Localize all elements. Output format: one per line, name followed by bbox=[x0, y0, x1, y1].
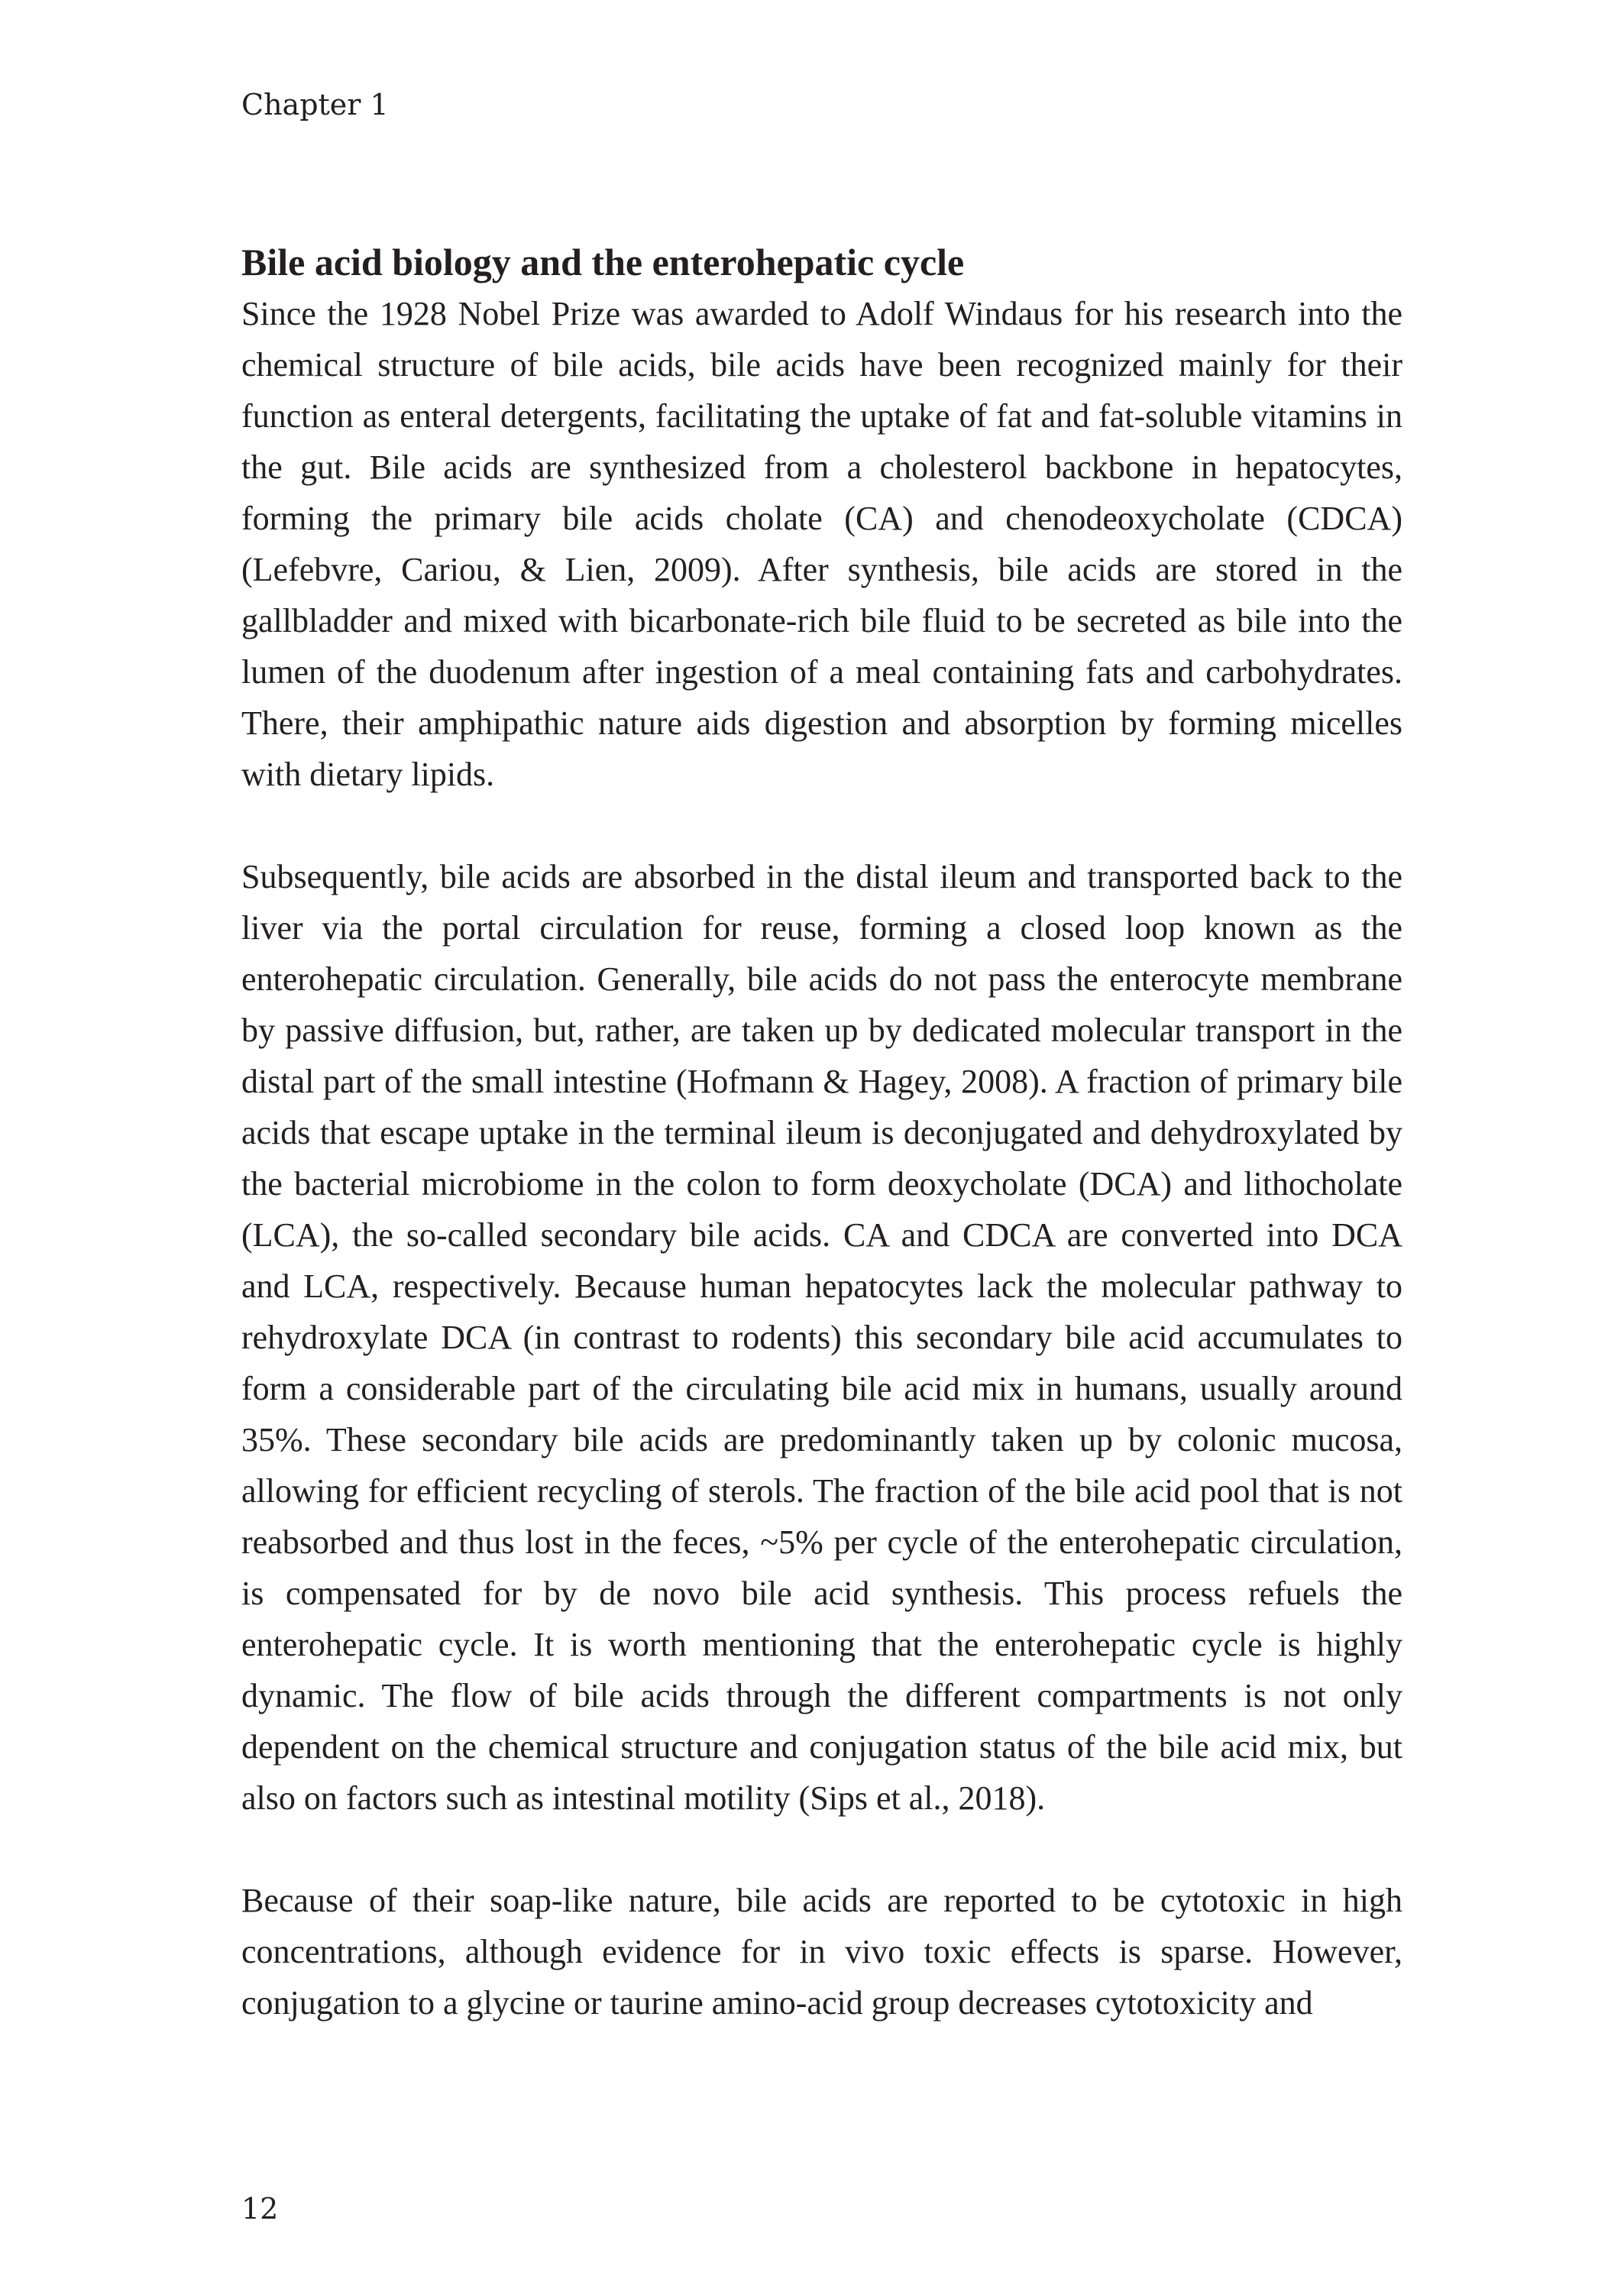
paragraph-3: Because of their soap-like nature, bile acids are reported to be cytotoxic in high concentrations, although evidence for in vivo toxic effects is sparse. However, conjugation to a glycine or taurine amino-acid group decreases cytotoxicity and bbox=[241, 1882, 1402, 2022]
page-body bbox=[241, 237, 1402, 2028]
section-heading: Bile acid biology and the enterohepatic cycle bbox=[241, 241, 965, 283]
paragraph-1: Since the 1928 Nobel Prize was awarded to Adolf Windaus for his research into the chemical structure of bile acids, bile acids have been recognized mainly for their function as enteral detergents, facilitating the uptake of fat and fat-soluble vitamins in the gut. Bile acids are synthesized from a cholesterol backbone in hepatocytes, forming the primary bile acids cholate (CA) and chenodeoxycholate (CDCA) (Lefebvre, Cariou, & Lien, 2009). After synthesis, bile acids are stored in the gallbladder and mixed with bicarbonate-rich bile fluid to be secreted as bile into the lumen of the duodenum after ingestion of a meal containing fats and carbohydrates. There, their amphipathic nature aids digestion and absorption by forming micelles with dietary lipids. bbox=[241, 295, 1402, 793]
page-number: 12 bbox=[241, 2192, 279, 2226]
running-header-chapter: Chapter 1 bbox=[241, 88, 389, 121]
paragraph-2: Subsequently, bile acids are absorbed in the distal ileum and transported back to the liver via the portal circulation for reuse, forming a closed loop known as the enterohepatic circulation. Generally, bile acids do not pass the enterocyte membrane by passive diffusion, but, rather, are taken up by dedicated molecular transport in the distal part of the small intestine (Hofmann & Hagey, 2008). A fraction of primary bile acids that escape uptake in the terminal ileum is deconjugated and dehydroxylated by the bacterial microbiome in the colon to form deoxycholate (DCA) and lithocholate (LCA), the so-called secondary bile acids. CA and CDCA are converted into DCA and LCA, respectively. Because human hepatocytes lack the molecular pathway to rehydroxylate DCA (in contrast to rodents) this secondary bile acid accumulates to form a considerable part of the circulating bile acid mix in humans, usually around 35%. These secondary bile acids are predominantly taken up by colonic mucosa, allowing for efficient recycling of sterols. The fraction of the bile acid pool that is not reabsorbed and thus lost in the feces, ~5% per cycle of the enterohepatic circulation, is compensated for by de novo bile acid synthesis. This process refuels the enterohepatic cycle. It is worth mentioning that the enterohepatic cycle is highly dynamic. The flow of bile acids through the different compartments is not only dependent on the chemical structure and conjugation status of the bile acid mix, but also on factors such as intestinal motility (Sips et al., 2018). bbox=[241, 858, 1402, 1817]
